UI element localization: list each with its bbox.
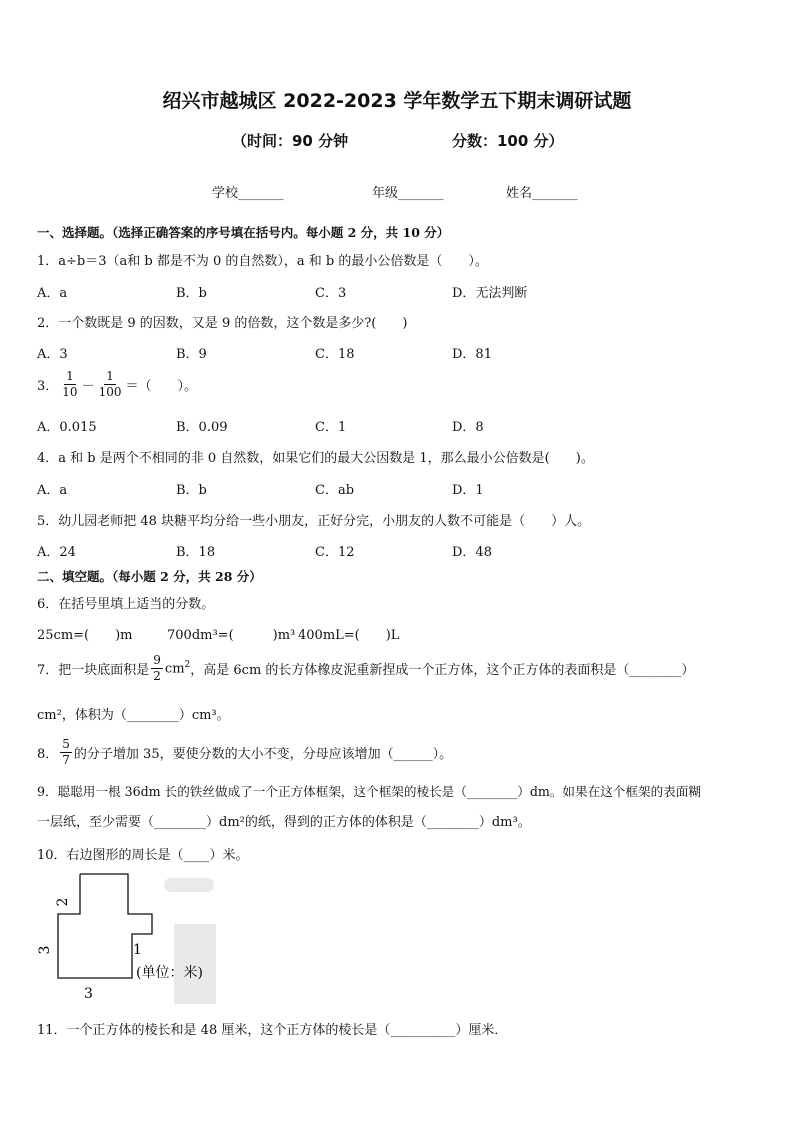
q6-fill-2[interactable]: 700dm³=( )m³ [167,628,296,643]
q3-prefix: 3． [37,379,59,394]
q10-unit-note: (单位：米) [136,965,203,981]
q6-fill-1[interactable]: 25cm=( )m [37,628,133,643]
q3-option-c[interactable]: C．1 [315,420,347,435]
q3-f1-denominator: 10 [62,385,78,399]
q5-option-c[interactable]: C．12 [315,545,355,560]
q4-option-a[interactable]: A．a [37,483,68,498]
q6-fill-3[interactable]: 400mL=( )L [298,628,400,643]
question-7 [37,653,694,684]
q7-fraction [151,653,163,684]
question-2: 2．一个数既是 9 的因数，又是 9 的倍数，这个数是多少?( ) [37,316,408,331]
q7-numerator: 9 [153,653,161,667]
q2-option-d[interactable]: D．81 [452,347,492,362]
q7-unit: $cm^2$ [164,660,191,677]
q2-option-c[interactable]: C．18 [315,347,355,362]
question-10: 10．右边图形的周长是（____）米。 [37,848,249,863]
q1-option-b[interactable]: B．b [176,286,207,301]
q3-option-a[interactable]: A．0.015 [37,420,97,435]
grade-field[interactable]: 年级_______ [372,186,444,201]
q5-option-d[interactable]: D．48 [452,545,492,560]
q2-option-b[interactable]: B．9 [176,347,207,362]
q3-fraction-2 [97,369,124,400]
q10-label-left: 3 [37,945,53,955]
question-9-line-1: 9．聪聪用一根 36dm 长的铁丝做成了一个正方体框架，这个框架的棱长是（________）dm。如果在这个框架的表面糊 [37,784,701,799]
school-field[interactable]: 学校_______ [212,186,284,201]
question-1: 1．a÷b＝3（a和 b 都是不为 0 的自然数），a 和 b 的最小公倍数是（ ）。 [37,254,488,269]
question-7-line-2: cm²，体积为（________）cm³。 [37,708,230,723]
question-9-line-2: 一层纸，至少需要（________）dm²的纸，得到的正方体的体积是（________）dm³。 [37,815,531,830]
q8-denominator: 7 [62,753,70,767]
q1-option-d[interactable]: D．无法判断 [452,286,528,301]
question-6: 6．在括号里填上适当的分数。 [37,597,215,612]
q10-label-top: 2 [55,897,71,907]
q5-option-a[interactable]: A．24 [37,545,76,560]
q8-prefix: 8． [37,747,59,762]
q5-option-b[interactable]: B．18 [176,545,216,560]
q3-suffix: ＝（ ）。 [125,379,197,394]
q7-prefix: 7．把一块底面积是 [37,663,150,678]
q8-rest: 的分子增加 35，要使分数的大小不变，分母应该增加（______）。 [73,747,453,762]
q4-option-d[interactable]: D．1 [452,483,484,498]
q3-minus: － [81,379,95,394]
q10-label-right: 1 [133,942,142,958]
q10-label-bottom: 3 [84,986,93,1002]
q4-option-c[interactable]: C．ab [315,483,355,498]
q1-option-c[interactable]: C．3 [315,286,347,301]
question-8 [37,737,452,768]
watermark-icon [164,878,216,1004]
q3-f2-numerator: 1 [106,369,114,383]
q3-fraction-1 [60,369,79,400]
q4-option-b[interactable]: B．b [176,483,207,498]
q3-option-b[interactable]: B．0.09 [176,420,228,435]
q10-figure [36,866,236,1006]
name-field[interactable]: 姓名_______ [506,186,578,201]
q1-option-a[interactable]: A．a [37,286,68,301]
q7-denominator: 2 [153,669,161,683]
q2-option-a[interactable]: A．3 [37,347,68,362]
section-heading-choice: 一、选择题。（选择正确答案的序号填在括号内。每小题 2 分，共 10 分） [37,225,450,240]
section-heading-fill: 二、填空题。（每小题 2 分，共 28 分） [37,569,262,584]
q8-fraction [60,737,72,768]
q8-numerator: 5 [62,737,70,751]
exam-score: 分数：100 分） [452,132,564,150]
page-title: 绍兴市越城区 2022-2023 学年数学五下期末调研试题 [162,90,632,112]
q7-rest: ，高是 6cm 的长方体橡皮泥重新捏成一个正方体，这个正方体的表面积是（________） [190,663,695,678]
question-11: 11．一个正方体的棱长和是 48 厘米，这个正方体的棱长是（__________）厘米． [37,1023,508,1038]
question-5: 5．幼儿园老师把 48 块糖平均分给一些小朋友，正好分完，小朋友的人数不可能是（ ）人。 [37,514,591,529]
question-4: 4．a 和 b 是两个不相同的非 0 自然数，如果它们的最大公因数是 1，那么最小公倍数是( )。 [37,451,594,466]
q10-shape-outline [58,874,152,978]
q3-f2-denominator: 100 [98,385,122,399]
question-3 [37,369,197,400]
exam-time: （时间：90 分钟 [232,132,349,150]
q3-option-d[interactable]: D．8 [452,420,484,435]
q3-f1-numerator: 1 [66,369,74,383]
